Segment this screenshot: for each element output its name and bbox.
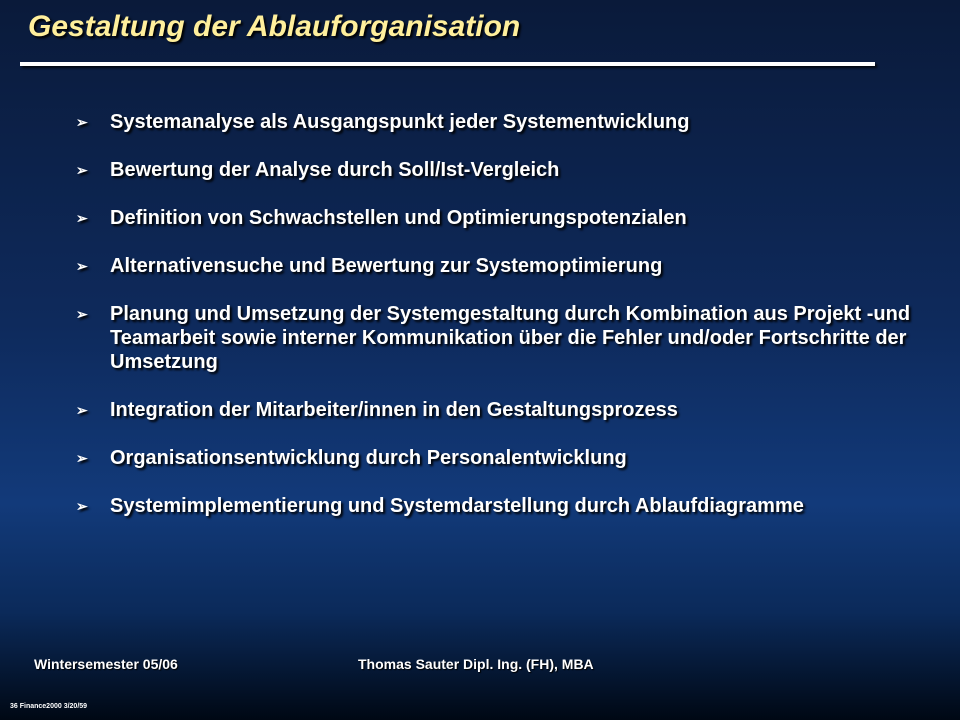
bullet-text: Bewertung der Analyse durch Soll/Ist-Vergleich [110, 159, 560, 181]
bullet-item [76, 206, 936, 230]
bullet-item [76, 446, 936, 470]
arrowhead-bullet-icon: ➢ [76, 450, 88, 466]
arrowhead-bullet-icon: ➢ [76, 498, 88, 514]
bullet-item [76, 398, 936, 422]
bullet-item [76, 302, 936, 374]
bullet-text: Systemimplementierung und Systemdarstellung durch Ablaufdiagramme [110, 495, 804, 517]
bullet-list [76, 110, 936, 542]
bullet-item [76, 494, 936, 518]
arrowhead-bullet-icon: ➢ [76, 114, 88, 130]
footer-slide-code: 36 Finance2000 3/20/59 [10, 703, 88, 710]
bullet-text: Alternativensuche und Bewertung zur Systemoptimierung [110, 255, 663, 277]
slide-title: Gestaltung der Ablauforganisation [28, 10, 521, 43]
arrowhead-bullet-icon: ➢ [76, 258, 88, 274]
bullet-text: Definition von Schwachstellen und Optimierungspotenzialen [110, 207, 687, 229]
bullet-item [76, 158, 936, 182]
bullet-text: Planung und Umsetzung der Systemgestaltung durch Kombination aus Projekt -und Teamarbeit sowie interner Kommunikation über die Fehler und/oder Fortschritte der Umsetzung [110, 303, 911, 373]
arrowhead-bullet-icon: ➢ [76, 402, 88, 418]
bullet-item [76, 254, 936, 278]
bullet-item [76, 110, 936, 134]
title-divider [20, 62, 875, 66]
footer-semester: Wintersemester 05/06 [34, 656, 178, 672]
arrowhead-bullet-icon: ➢ [76, 306, 88, 322]
bullet-text: Integration der Mitarbeiter/innen in den Gestaltungsprozess [110, 399, 678, 421]
bullet-text: Organisationsentwicklung durch Personalentwicklung [110, 447, 627, 469]
arrowhead-bullet-icon: ➢ [76, 210, 88, 226]
footer-author: Thomas Sauter Dipl. Ing. (FH), MBA [358, 656, 594, 672]
bullet-text: Systemanalyse als Ausgangspunkt jeder Systementwicklung [110, 111, 690, 133]
arrowhead-bullet-icon: ➢ [76, 162, 88, 178]
